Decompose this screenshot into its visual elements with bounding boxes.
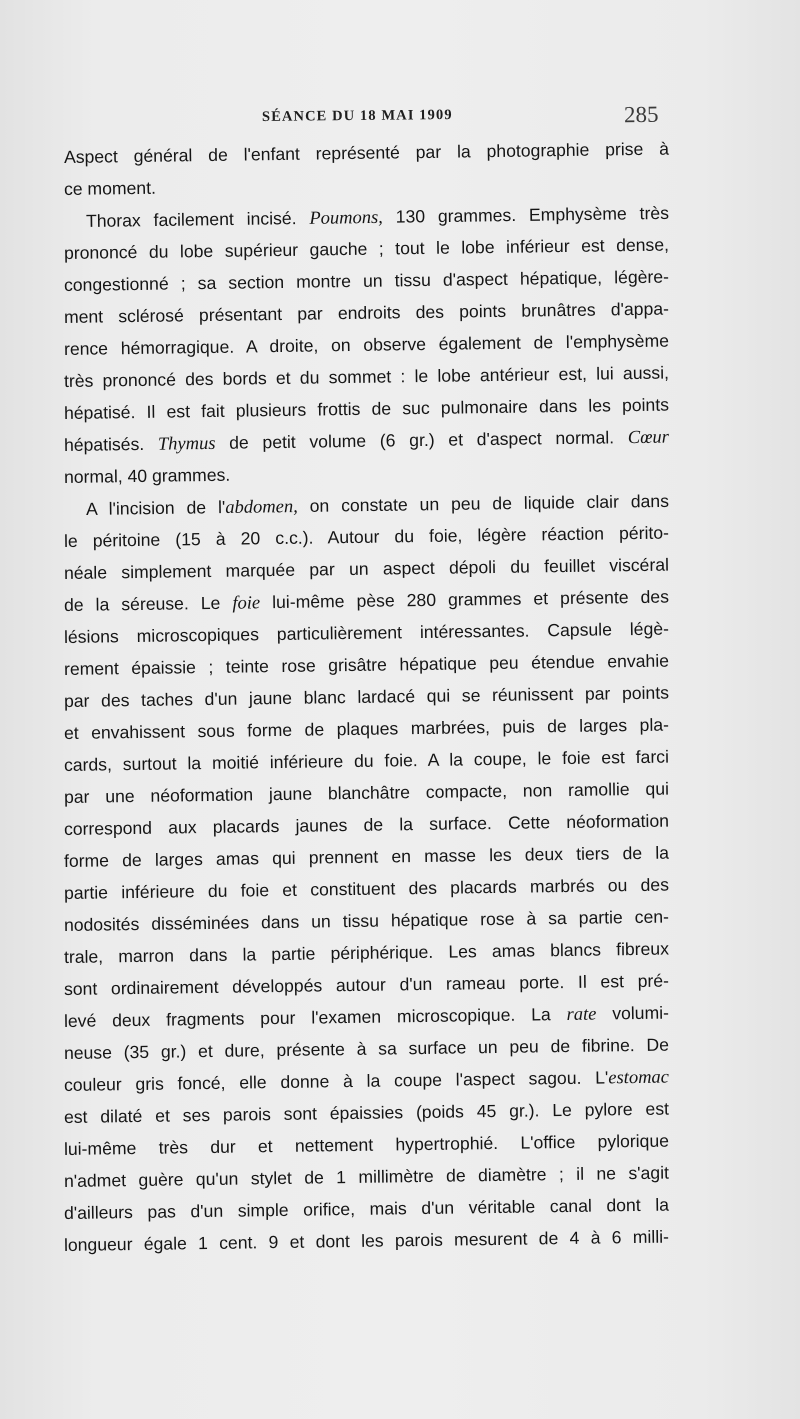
text-line: lui-même très dur et nettement hypertrophié. L'office pylorique <box>63 1130 670 1159</box>
text-line: rement épaissie ; teinte rose grisâtre hépatique peu étendue envahie <box>63 650 670 679</box>
text-line: congestionné ; sa section montre un tissu d'aspect hépatique, légère- <box>63 266 670 295</box>
text-line: Thorax facilement incisé. Poumons, 130 grammes. Emphysème très <box>85 202 670 231</box>
text-line: trale, marron dans la partie périphérique. Les amas blancs fibreux <box>63 938 670 967</box>
text-line: néale simplement marquée par un aspect dépoli du feuillet viscéral <box>63 554 670 583</box>
text-line: longueur égale 1 cent. 9 et dont les parois mesurent de 4 à 6 milli- <box>63 1226 670 1255</box>
text-line: cards, surtout la moitié inférieure du foie. A la coupe, le foie est farci <box>63 746 670 775</box>
text-line: par des taches d'un jaune blanc lardacé qui se réunissent par points <box>63 682 670 711</box>
text-line: le péritoine (15 à 20 c.c.). Autour du foie, légère réaction périto- <box>63 522 670 551</box>
text-line: et envahissent sous forme de plaques marbrées, puis de larges pla- <box>63 714 670 743</box>
text-line: Aspect général de l'enfant représenté par la photographie prise à <box>63 138 670 167</box>
text-line: forme de larges amas qui prennent en masse les deux tiers de la <box>63 842 670 871</box>
text-line: correspond aux placards jaunes de la surface. Cette néoformation <box>63 810 670 839</box>
text-line: ce moment. <box>63 177 157 199</box>
text-line: ment sclérosé présentant par endroits des points brunâtres d'appa- <box>63 298 670 327</box>
text-line: n'admet guère qu'un stylet de 1 millimètre de diamètre ; il ne s'agit <box>63 1162 670 1191</box>
text-line: sont ordinairement développés autour d'un rameau porte. Il est pré- <box>63 970 670 999</box>
text-line: hépatisé. Il est fait plusieurs frottis de suc pulmonaire dans les points <box>63 394 670 423</box>
text-line: hépatisés. Thymus de petit volume (6 gr.) et d'aspect normal. Cœur <box>63 427 670 455</box>
text-line: normal, 40 grammes. <box>63 464 231 487</box>
text-line: de la séreuse. Le foie lui-même pèse 280 grammes et présente des <box>63 586 670 615</box>
text-line: très prononcé des bords et du sommet : le lobe antérieur est, lui aussi, <box>63 362 670 391</box>
text-line: nodosités disséminées dans un tissu hépatique rose à sa partie cen- <box>63 906 670 935</box>
text-line: A l'incision de l'abdomen, on constate un peu de liquide clair dans <box>85 490 670 519</box>
page-number: 285 <box>623 101 659 128</box>
text-line: par une néoformation jaune blanchâtre compacte, non ramollie qui <box>63 778 670 807</box>
text-line: prononcé du lobe supérieur gauche ; tout le lobe inférieur est dense, <box>63 234 670 263</box>
text-line: couleur gris foncé, elle donne à la coupe l'aspect sagou. L'estomac <box>63 1067 670 1095</box>
text-line: neuse (35 gr.) et dure, présente à sa surface un peu de fibrine. De <box>63 1034 670 1063</box>
running-head: SÉANCE DU 18 MAI 1909 <box>261 107 453 125</box>
text-line: partie inférieure du foie et constituent des placards marbrés ou des <box>63 874 670 903</box>
text-line: d'ailleurs pas d'un simple orifice, mais d'un véritable canal dont la <box>63 1194 670 1223</box>
text-line: rence hémorragique. A droite, on observe également de l'emphysème <box>63 330 670 359</box>
text-line: lésions microscopiques particulièrement intéressantes. Capsule légè- <box>63 618 670 647</box>
text-line: est dilaté et ses parois sont épaissies (poids 45 gr.). Le pylore est <box>63 1098 670 1127</box>
text-line: levé deux fragments pour l'examen microscopique. La rate volumi- <box>63 1002 670 1031</box>
